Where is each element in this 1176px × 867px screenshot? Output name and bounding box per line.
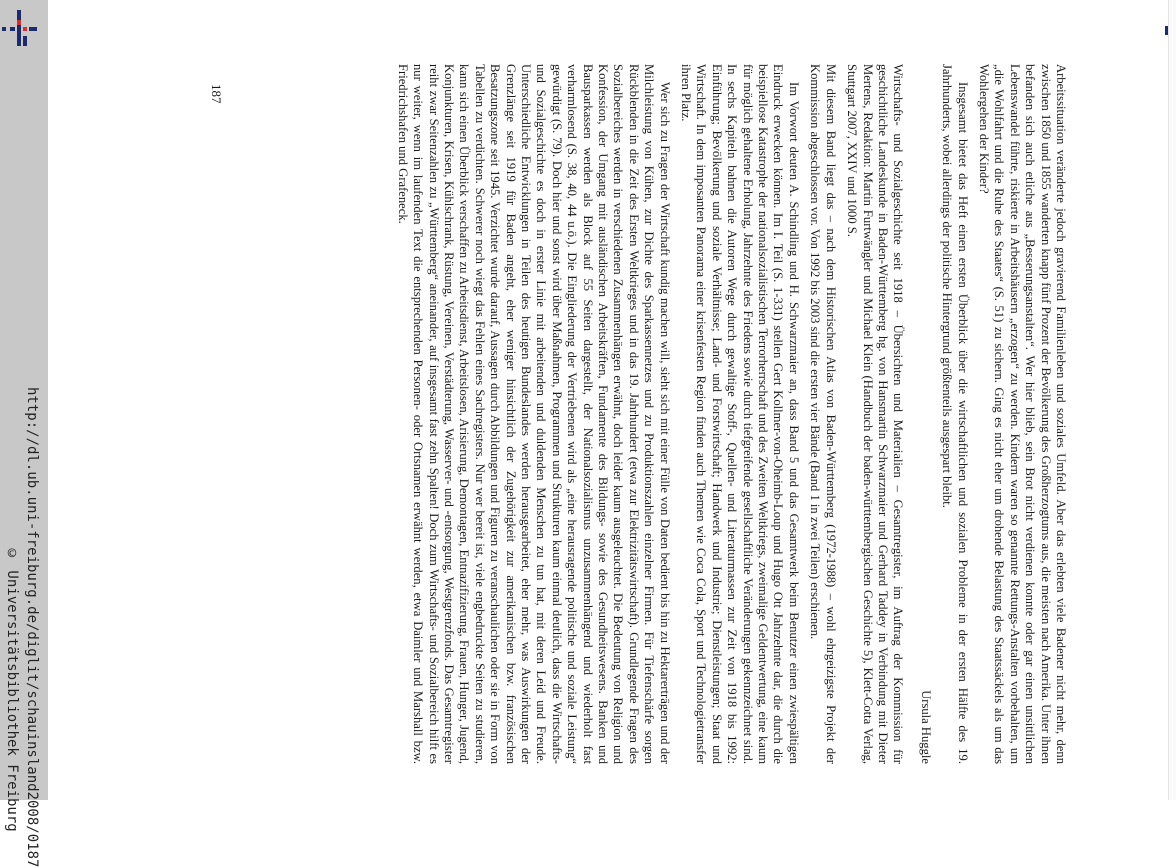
scanned-page (168, 44, 1068, 786)
paragraph-3: Wirtschafts- und Sozialgeschichte seit 1918 – Übersichten und Materialien – Gesamtregister, im Auftrag der Kommission für geschichtliche Landeskunde in Baden-Württemberg hg. von Hansmartin Schwarzmaier und Gerhard Taddey in Verbindung mit Dieter Mertens, Redaktion: Martin Furtwängler und Michael Klein (Handbuch der baden-württembergischen Geschichte 5), Klett-Cotta Verlag, Stuttgart 2007, XXIV und 1000 S. (845, 64, 906, 764)
paragraph-2: Insgesamt bietet das Heft einen ersten Überblick über die wirtschaftlichen und sozialen Probleme in der ersten Hälfte des 19. Jahrhunderts, wobei allerdings der politische Hintergrund größtenteils ausgespart bleibt. (940, 64, 970, 764)
copyright-notice: © Universitätsbibliothek Freiburg (4, 546, 20, 832)
edge-marker (1165, 26, 1168, 35)
review-signature: Ursula Huggle (918, 690, 933, 764)
paragraph-6: Wer sich zu Fragen der Wirtschaft kundig machen will, sieht sich mit einer Fülle von Daten bedient bis hin zu Hektarerträgen und der Milchleistung von Kühen, zur Dichte des Sparkassennetzes und zu Produktionszahlen einzelner Firmen. Für Tiefenschärfe sorgen Rückblenden in die Zeit des Ersten Weltkrieges und in das 19. Jahrhundert (etwa zur Elektrizitätswirtschaft). Grundlegende Fragen des Sozialbereiches werden in verschiedenen Zusammenhängen erwähnt, doch leider kaum ausgeleuchtet. Die Bedeutung von Religion und Konfession, der Umgang mit ausländischen Arbeitskräften, Fundamente des Bildungs- sowie des Gesundheitswesens. Banken und Bausparkassen werden als Block auf 55 Seiten dargestellt, der Nationalsozialismus unzusammenhängend und wiederholt fast verharmlosend (S. 38, 40, 44 u.ö.). Die Eingliederung der Vertriebenen wird als „eine herausragende politische und soziale Leistung“ gewürdigt (S. 79). Doch hier und sonst wird über Maßnahmen, Programmen und Strukturen kaum einmal deutlich, dass die Wirtschafts- und Sozialgeschichte es doch in erster Linie mit arbeitenden und duldenden Menschen zu tun hat, mit deren Leid und Freude. Unterschiedliche Entwicklungen in Teilen des heutigen Bundeslandes werden herausgearbeitet, eher mehr, was Auswirkungen der Grenzlänge seit 1919 für Baden angeht, eher weniger hinsichtlich der Zugehörigkeit zur amerikanischen bzw. französischen Besatzungszone seit 1945. Verzichtet wurde darauf, Aussagen durch Abbildungen und Figuren zu veranschaulichen oder sie in Form von Tabellen zu verdichten. Schwerer noch wiegt das Fehlen eines Sachregisters. Nur wer bereit ist, viele engbedruckte Seiten zu studieren, kann sich einen Überblick verschaffen zu Arbeitsdienst, Arbeitslosen, Arisierung, Demontagen, Entnazifizierung, Frauen, Hunger, Jugend, Konjunkturen, Krisen, Kühlschrank, Rüstung, Vereinen, Verstädterung, Wasserver- und -entsorgung, Westgrenzfonds. Das Gesamtregister reiht zwar Seitenzahlen zu „Württemberg“ aneinander, auf insgesamt fast zehn Spalten! Doch zum Wirtschafts- und Sozialbereich hilft es nur weiter, wenn im laufenden Text die entsprechenden Personen- oder Ortsnamen erwähnt werden, etwa Daimler und Marshall bzw. Friedrichshafen und Grafeneck. (395, 64, 672, 764)
page-text-block (168, 64, 1068, 764)
paragraph-1: Arbeitssituation veränderte jedoch gravierend Familienleben und soziales Umfeld. Aber das erlebten viele Badener nicht mehr, denn zwischen 1850 und 1855 wanderten knapp fünf Prozent der Bevölkerung des Großherzogtums aus, die meisten nach Amerika. Unter ihnen befanden sich auch etliche aus „Besserungsanstalten“. Wer hier blieb, sein Brot nicht verdienen konnte oder gar einen unsittlichen Lebenswandel führte, riskierte in Arbeitshäusern „erzogen“ zu werden. Kindern waren so genannte Rettungs-Anstalten vorbehalten, um „die Wohlfahrt und die Ruhe des Staates“ (S. 51) zu sichern. Ging es nicht eher um drohende Belastung des Staatssäckels als um das Wohlergehen der Kinder? (976, 64, 1068, 764)
paragraph-5: Im Vorwort deuten A. Schindling und H. Schwarzmaier an, dass Band 5 und das Gesamtwerk beim Benutzer einen zwiespältigen Eindruck erwecken können. Im I. Teil (S. 1-331) stellen Gert Kollmer-von-Oheimb-Loup und Hugo Ott Jahrzehnte dar, die durch die beispiellose Katastrophe der nationalsozialistischen Terrorherrschaft und des Zweiten Weltkriegs, zweimalige Geldentwertung, eine kaum für möglich gehaltene Erholung, Jahrzehnte des Friedens sowie durch tiefgreifende gesellschaftliche Veränderungen gekennzeichnet sind. In sechs Kapiteln bahnen die Autoren Wege durch gewaltige Stoff-, Quellen- und Literaturmassen zur Zeit von 1918 bis 1992: Einführung; Bevölkerung und soziale Verhältnisse; Land- und Forstwirtschaft; Handwerk und Industrie; Dienstleistungen; Staat und Wirtschaft. In dem imposanten Panorama einer krisenfesten Region finden auch Themen wie Coca Cola, Sport und Technologietransfer ihren Platz. (679, 64, 801, 764)
source-url[interactable]: http://dl.ub.uni-freiburg.de/diglit/schauinsland2008/0187 (24, 387, 40, 867)
paragraph-4: Mit diesem Band liegt das – nach dem Historischen Atlas von Baden-Württemberg (1972-1988) – wohl ehrgeizigste Projekt der Kommission abgeschlossen vor. Von 1992 bis 2003 sind die ersten vier Bände (Band 1 in zwei Teilen) erschienen. (808, 64, 838, 764)
page-number: 187 (209, 84, 224, 104)
sidebar-text (4, 0, 44, 867)
viewer-sidebar (0, 0, 48, 867)
scroll-edge (1168, 0, 1176, 800)
